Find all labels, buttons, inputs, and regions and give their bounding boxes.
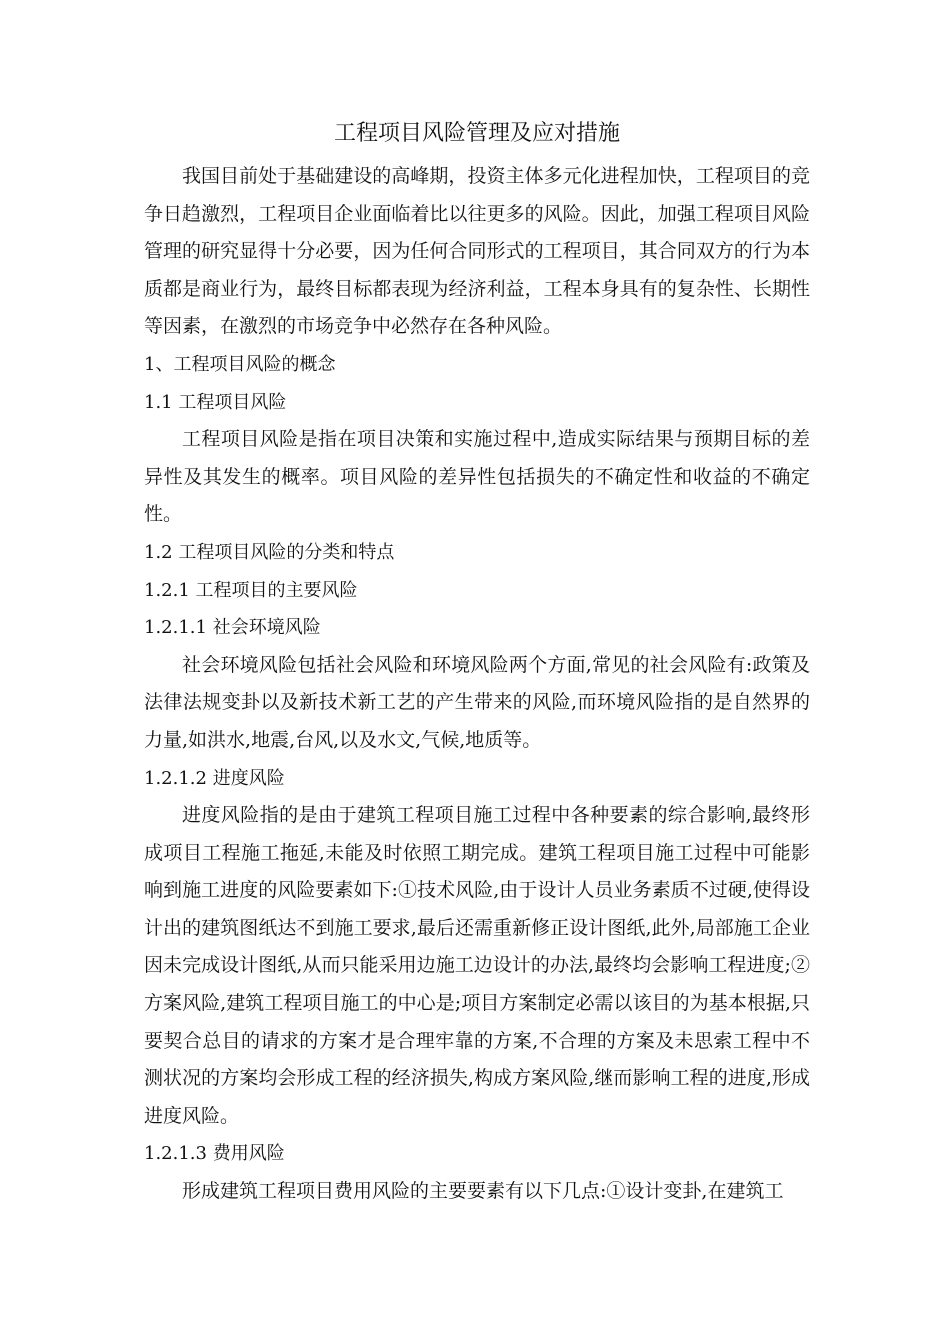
- section-heading-1: 1、工程项目风险的概念: [144, 353, 336, 375]
- document-title: 工程项目风险管理及应对措施: [333, 121, 620, 146]
- paragraph-1-2-1-2: 进度风险指的是由于建筑工程项目施工过程中各种要素的综合影响,最终形成项目工程施工拖延,未能及时依照工期完成。建筑工程项目施工过程中可能影响到施工进度的风险要素如下:①技术风险,由于设计人员业务素质不过硬,使得设计出的建筑图纸达不到施工要求,最后还需重新修正设计图纸,此外,局部施工企业因未完成设计图纸,从而只能采用边施工边设计的办法,最终均会影响工程进度;②方案风险,建筑工程项目施工的中心是;项目方案制定必需以该目的为基本根据,只要契合总目的请求的方案才是合理牢靠的方案,不合理的方案及未思索工程中不测状况的方案均会形成工程的经济损失,构成方案风险,继而影响工程的进度,形成进度风险。: [144, 804, 810, 1127]
- section-heading-1-2: 1.2 工程项目风险的分类和特点: [144, 541, 395, 563]
- paragraph-1-2-1-1: 社会环境风险包括社会风险和环境风险两个方面,常见的社会风险有:政策及法律法规变卦以及新技术新工艺的产生带来的风险,而环境风险指的是自然界的力量,如洪水,地震,台风,以及水文,气候,地质等。: [144, 653, 810, 751]
- document-page: [144, 116, 810, 1211]
- paragraph-1-1: 工程项目风险是指在项目决策和实施过程中,造成实际结果与预期目标的差异性及其发生的概率。项目风险的差异性包括损失的不确定性和收益的不确定性。: [144, 428, 810, 526]
- intro-paragraph: 我国目前处于基础建设的高峰期，投资主体多元化进程加快，工程项目的竞争日趋激烈，工程项目企业面临着比以往更多的风险。因此，加强工程项目风险管理的研究显得十分必要，因为任何合同形式的工程项目，其合同双方的行为本质都是商业行为，最终目标都表现为经济利益，工程本身具有的复杂性、长期性等因素，在激烈的市场竞争中必然存在各种风险。: [144, 165, 810, 338]
- section-heading-1-2-1: 1.2.1 工程项目的主要风险: [144, 579, 358, 601]
- section-heading-1-2-1-1: 1.2.1.1 社会环境风险: [144, 617, 321, 639]
- section-heading-1-1: 1.1 工程项目风险: [144, 391, 287, 413]
- paragraph-1-2-1-3: 形成建筑工程项目费用风险的主要要素有以下几点:①设计变卦,在建筑工: [182, 1180, 784, 1203]
- section-heading-1-2-1-2: 1.2.1.2 进度风险: [144, 767, 285, 789]
- section-heading-1-2-1-3: 1.2.1.3 费用风险: [144, 1143, 285, 1165]
